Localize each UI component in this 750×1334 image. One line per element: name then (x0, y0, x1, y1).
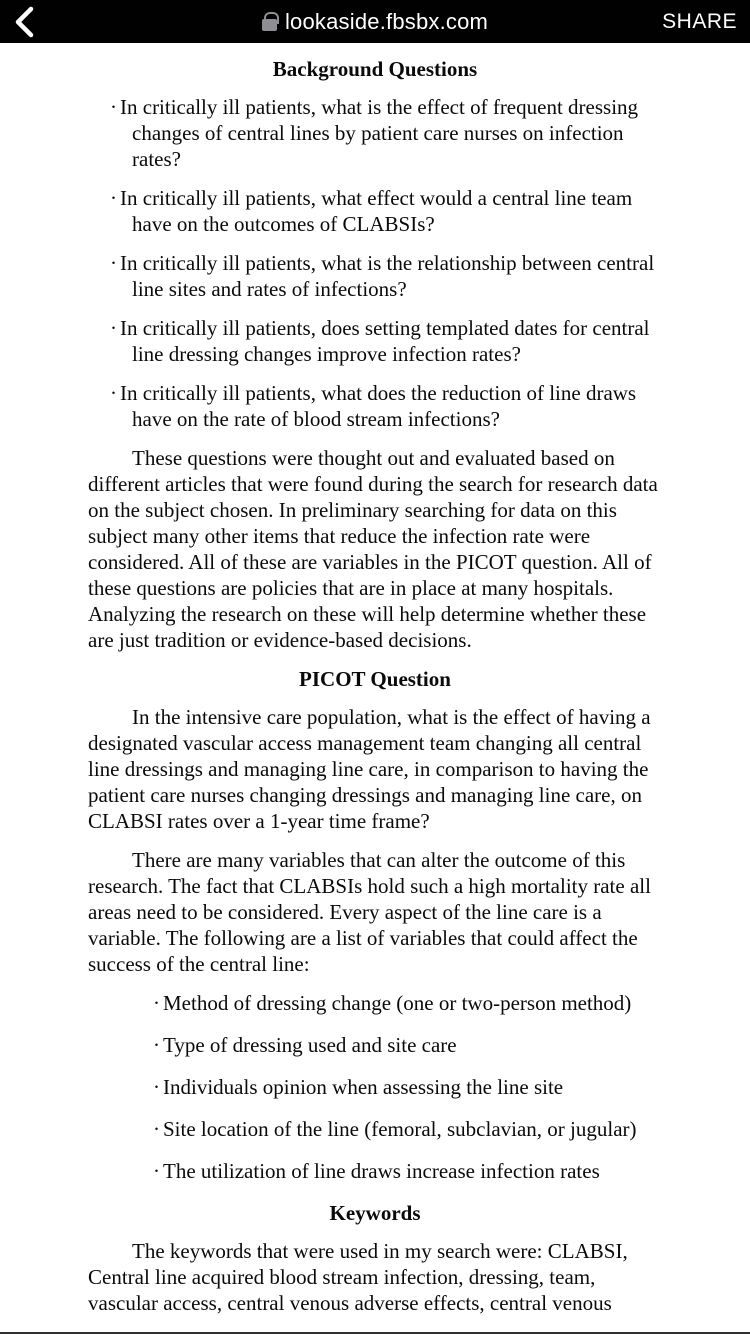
list-item (153, 1032, 662, 1058)
bullet-icon: · (153, 991, 160, 1015)
list-item (153, 1116, 662, 1142)
bullet-icon: · (110, 95, 117, 119)
bullet-icon: · (110, 316, 117, 340)
address-bar-hit-area[interactable] (262, 9, 488, 35)
list-item (153, 990, 662, 1016)
list-item-text: In critically ill patients, what effect would a central line team have on the outcomes of CLABSIs? (120, 186, 633, 236)
list-item-text: Site location of the line (femoral, subclavian, or jugular) (163, 1117, 637, 1141)
address-bar (0, 0, 750, 43)
list-item (153, 1074, 662, 1100)
list-item-text: Individuals opinion when assessing the line site (163, 1075, 564, 1099)
bullet-icon: · (110, 251, 117, 275)
list-item-text: In critically ill patients, what does the reduction of line draws have on the rate of blood stream infections? (120, 381, 637, 431)
list-item (110, 380, 662, 432)
list-item (153, 1158, 662, 1184)
list-item-text: In critically ill patients, what is the relationship between central line sites and rates of infections? (120, 251, 655, 301)
lock-icon (262, 19, 277, 31)
bullet-icon: · (153, 1075, 160, 1099)
heading-picot-question: PICOT Question (299, 667, 451, 691)
chevron-left-icon (12, 6, 36, 38)
heading-background-questions: Background Questions (272, 57, 478, 81)
variables-list (88, 990, 662, 1184)
url-text: lookaside.fbsbx.com (284, 8, 489, 34)
list-item-text: The utilization of line draws increase infection rates (163, 1159, 600, 1183)
bullet-icon: · (110, 381, 117, 405)
share-button[interactable]: SHARE (652, 4, 750, 40)
list-item-text: In critically ill patients, does setting templated dates for central line dressing changes improve infection rates? (120, 316, 650, 366)
paragraph-variables-intro: There are many variables that can alter the outcome of this research. The fact that CLABSIs hold such a high mortality rate all areas need to be considered. Every aspect of the line care is a variable. The following are a list of variables that could affect the success of the central line: (88, 848, 651, 976)
bullet-icon: · (153, 1159, 160, 1183)
heading-keywords: Keywords (329, 1201, 421, 1225)
back-button[interactable] (0, 2, 46, 42)
list-item (110, 94, 662, 172)
list-item-text: Type of dressing used and site care (163, 1033, 457, 1057)
list-item (110, 250, 662, 302)
bullet-icon: · (110, 186, 117, 210)
browser-top-bar (0, 0, 750, 43)
list-item-text: Method of dressing change (one or two-person method) (163, 991, 632, 1015)
bullet-icon: · (153, 1033, 160, 1057)
list-item-text: In critically ill patients, what is the effect of frequent dressing changes of central lines by patient care nurses on infection rates? (120, 95, 639, 171)
paragraph-background-discussion: These questions were thought out and evaluated based on different articles that were found during the search for research data on the subject chosen. In preliminary searching for data on this subject many other items that reduce the infection rate were considered. All of these are variables in the PICOT question. All of these questions are policies that are in place at many hospitals. Analyzing the research on these will help determine whether these are just tradition or evidence-based decisions. (88, 446, 658, 652)
list-item (110, 185, 662, 237)
background-questions-list (88, 94, 662, 432)
paragraph-picot-question: In the intensive care population, what is the effect of having a designated vascular access management team changing all central line dressings and managing line care, in comparison to having the patient care nurses changing dressings and managing line care, on CLABSI rates over a 1-year time frame? (88, 705, 651, 833)
bullet-icon: · (153, 1117, 160, 1141)
list-item (110, 315, 662, 367)
paragraph-keywords: The keywords that were used in my search were: CLABSI, Central line acquired blood stream infection, dressing, team, vascular access, central venous adverse effects, central venous (88, 1239, 628, 1315)
document-view[interactable] (0, 43, 750, 1332)
